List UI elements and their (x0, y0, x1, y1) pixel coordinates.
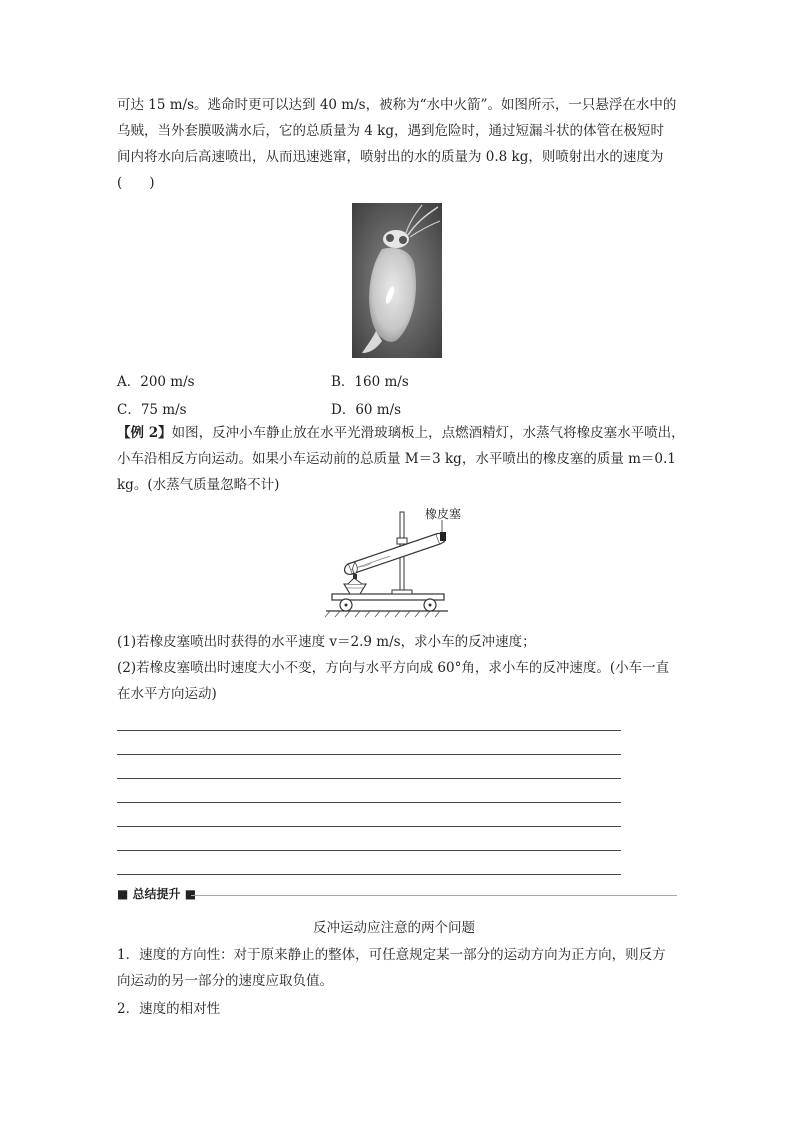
answer-line[interactable] (117, 850, 621, 851)
problem1-line-2: 乌贼，当外套膜吸满水后，它的总质量为 4 kg，遇到危险时，通过短漏斗状的体管在极短时 (117, 123, 664, 139)
answer-line[interactable] (117, 802, 621, 803)
example2-line-1-text: 如图，反冲小车静止放在水平光滑玻璃板上，点燃酒精灯，水蒸气将橡皮塞水平喷出， (171, 425, 685, 441)
option-b[interactable]: B．160 m/s (331, 374, 409, 390)
summary-title: 反冲运动应注意的两个问题 (313, 920, 475, 936)
example2-line-1 (117, 423, 685, 443)
problem1-line-1: 可达 15 m/s。逃命时更可以达到 40 m/s，被称为“水中火箭”。如图所示，一只悬浮在水中的 (117, 97, 677, 113)
question-2-line-1: (2)若橡皮塞喷出时速度大小不变，方向与水平方向成 60°角，求小车的反冲速度。(小车一直 (117, 660, 670, 676)
answer-line[interactable] (117, 730, 621, 731)
summary-divider (191, 895, 677, 896)
summary-point1-line-2: 向运动的另一部分的速度应取负值。 (117, 973, 333, 989)
answer-line[interactable] (117, 826, 621, 827)
summary-point1-line-1: 1．速度的方向性：对于原来静止的整体，可任意规定某一部分的运动方向为正方向，则反方 (117, 947, 666, 963)
question-1: (1)若橡皮塞喷出时获得的水平速度 v＝2.9 m/s，求小车的反冲速度； (117, 634, 536, 650)
problem1-answer-bracket: ( ) (117, 175, 155, 191)
summary-header: ■ 总结提升 ■ (117, 887, 197, 901)
answer-line[interactable] (117, 778, 621, 779)
example2-line-2: 小车沿相反方向运动。如果小车运动前的总质量 M＝3 kg，水平喷出的橡皮塞的质量 m＝0.1 (117, 451, 676, 467)
example2-line-3: kg。(水蒸气质量忽略不计) (117, 477, 280, 493)
option-a[interactable]: A．200 m/s (117, 374, 195, 390)
example2-tag: 【例 2】 (117, 425, 172, 441)
summary-point2: 2．速度的相对性 (117, 1001, 221, 1017)
stopper-label: 橡皮塞 (425, 507, 462, 521)
question-2-line-2: 在水平方向运动) (117, 686, 217, 702)
problem1-line-3: 间内将水向后高速喷出，从而迅速逃窜，喷射出的水的质量为 0.8 kg，则喷射出水的速度为 (117, 149, 664, 165)
option-d[interactable]: D．60 m/s (331, 402, 402, 418)
squid-photo (352, 203, 442, 358)
option-c[interactable]: C．75 m/s (117, 402, 187, 418)
answer-line[interactable] (117, 754, 621, 755)
answer-line[interactable] (117, 874, 621, 875)
